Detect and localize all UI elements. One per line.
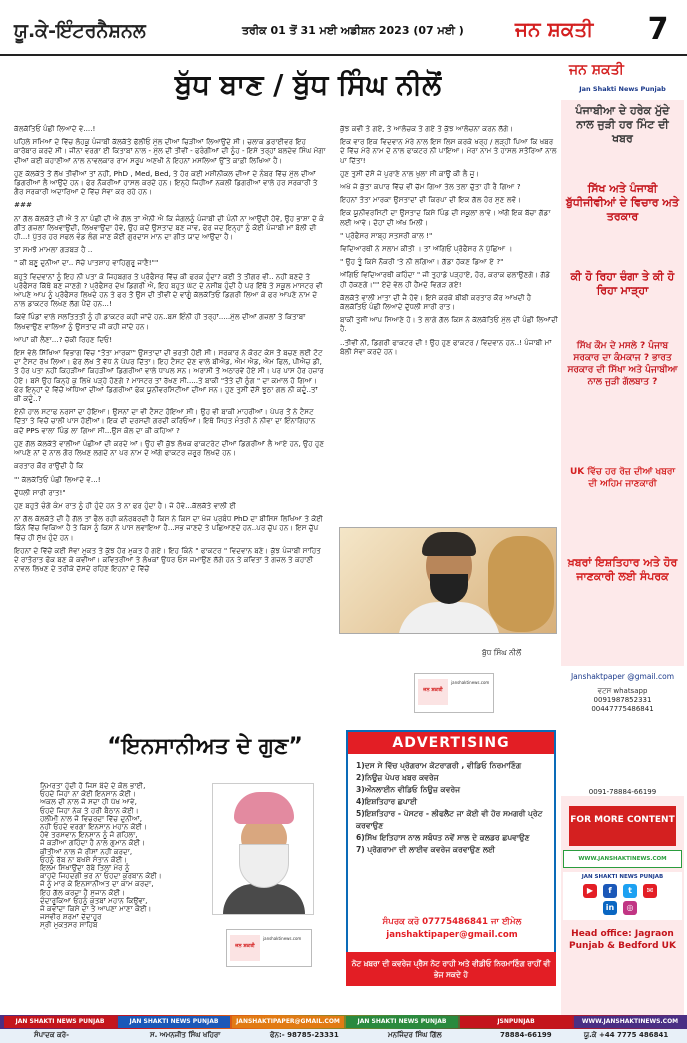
text-line: ਹੁਣ ਤੁਸੀਂ ਦੱਸੋ ਜੇ ਪੁਰਾਣੇ ਨਾਲ ਖੁਲਾ ਸੀ ਕਾਊਂ ਕੀ ਲੈ ਜੂ। [340, 168, 480, 178]
brand-logo: ਜਨ ਸ਼ਕਤੀ [515, 17, 594, 41]
sidebar [561, 58, 684, 1018]
instagram-icon[interactable]: ◎ [623, 901, 637, 915]
text-line: ਦੰਦਾਰੂਕਿਆ ਓਹਨੂੰ ਕੁਤਬਾਂ ਮਹਾਨ ਕਿਉਂਵਾ, [40, 895, 148, 905]
author-photo [339, 527, 557, 634]
text-line: 1)ਦਸ ਸੇ ਵਿੱਚ ਪ੍ਰੋਗਰਾਮ ਕੋਟਰਾਗਰੀ , ਵੀਡਿਓ ਨਿਰਮਾਣਿੰਗ [356, 761, 522, 770]
section-title: ਯੂ.ਕੇ-ਇੰਟਰਨੈਸ਼ਨਲ [14, 20, 146, 42]
text-line: ਜੋ ਨੂੰ ਮਾਰ ਕੇ ਇਨਸਾਨੀਅਤ ਦਾ ਕਾਮ ਕਰਦਾ, [40, 879, 154, 889]
text-line: ਇਹਨਾਂ ਦੇ ਵਿੱਚੋਂ ਕਈ ਸੋਵਾ ਮੁਕਤ ਤੇ ਕੁੱਝ ਹੋਰ ਮੁਕਤ ਹੋ ਗਏ। ਇਹ ਕਿੰਨੇ " ਫਾਕਟਰ " ਵਿਦਵਾਨ ਬਣੇ। ਕੁੱਝ ਪੰਜਾਬੀ ਸਾਹਿਤ ਦੇ ਰਾਤੋਰਾਤ ਫੋਕ ਬਣ ਕੇ ਕਵੀਆਂ। ਕਵਿਤਰੀਆਂ ਤੇ ਲੋਖਕਾਂ ਉਧਰ ਓਸ ਜਮਾਉਣ ਲੱਗੇ ਹਨ ਤੇ ਕਵਿਤਾ ਤੇ ਗਜ਼ਲ ਤੇ ਕਹਾਣੀ ਨਾਵਲ ਲਿਖਣ ਦੇ ਤਰੀਕੇ ਦੱਸਦੇ ਰਹਿਣ ਇਹਨਾਂ ਦੇ ਵਿੱਚੋਂ [14, 545, 321, 574]
advertising-note: ਨੋਟ ਖ਼ਬਰਾ ਦੀ ਕਵਰੇਜ ਪ੍ਰੈਸ ਨੋਟ ਰਾਹੀ ਅਤੇ ਵੀਡੀਓ ਨਿਰਮਾਣਿੰਗ ਰਾਹੀਂ ਵੀ ਭੇਜ ਸਕਦੇ ਹੋ [346, 952, 556, 986]
email-icon[interactable]: ✉ [643, 884, 657, 898]
stamp-logo: ਜਨ ਸ਼ਕਤੀ [418, 679, 448, 705]
sidebar-whatsapp-label: ਵਟਸ whatsapp [597, 687, 648, 695]
sidebar-whatsapp-1: 0091987852331 [593, 696, 652, 704]
text-line: 3)ਔਨਲਾਈਨ ਵੀਡਿਓ ਨਿਊਜ਼ ਕਵਰੇਜ [356, 785, 461, 794]
text-line: ਸ੍ਰੀ ਮੁਕਤਸਰ ਸਾਹਿਬ [40, 920, 98, 930]
head-office: Head office: Jagraon Punjab & Bedford UK [569, 929, 676, 951]
text-line: ਅੱਗਿਓਂ ਵਿਦਿਆਰਥੀ ਕਹਿੰਦਾ " ਜੀ ਤੁਹਾਡੇ ਪੜ੍ਹਾਏ, ਹੋਰ, ਕਰਾਕ ਫਲਾਉਣਗੇ। ਗੱਡੇ ਹੀ ਹੱਕਣਗੇ।"" ਏਦੇ ਵੇਲ ਹੀ ਹੈਂਮਦੇ ਵਿਗੜ ਗਏ! [340, 270, 551, 289]
advertising-contact: ਸੰਪਰਕ ਕਰੋ 07775486841 ਜਾ ਈਮੇਲ janshaktipaper@gmail.com [382, 917, 522, 940]
poem-body [40, 782, 222, 988]
poem-title: “ਇਨਸਾਨੀਅਤ ਦੇ ਗੁਣ” [107, 734, 303, 759]
text-line: ਓਹਨੂੰ ਰੱਬ ਨਾ ਬਖਸ਼ੇ ਸੰਤਾਨ ਕੋਈ। [40, 854, 128, 864]
text-line: ਆਪਾਂ ਕੀ ਲੈਣਾ...? ਚੱਕੀ ਰਿਹਣ ਦਿਓ! [14, 334, 113, 344]
footer-phone-1: ਫੋਨ:- 98785-23331 [270, 1031, 339, 1039]
text-line: " ਉਹ ਤੂੰ ਕਿਸੇ ਨੌਕਰੀ 'ਤੇ ਨੀ ਲਗਿਆ। ਗੱਡਾ ਹੱਕਣ ਡਿਆ ਏ ?" [340, 257, 504, 267]
sidebar-block-3: ਕੀ ਹੋ ਰਿਹਾ ਚੰਗਾ ਤੇ ਕੀ ਹੋ ਰਿਹਾ ਮਾੜ੍ਹਾ [570, 270, 675, 297]
stamp-text: janshaktinews.com [263, 936, 302, 941]
text-line: ਹੋਵੇ ਤਰਸਵਾਨ ਇਨਸਾਨ ਨੂੰ ਜੋ ਗਹਿਲਾ, [40, 830, 138, 840]
text-line: ਕੀਤੀਆਂ ਨਾਲ ਜੋ ਰੀਸਾਂ ਨਹੀਂ ਕਰਦਾ, [40, 846, 133, 856]
text-line: ਹੁਣ ਕੱਲਕੱਤੇ ਤੋਂ ਲੱਖ ਤੀਵੀਆਂ ਤਾਂ ਨਹੀਂ, PhD , Med, Bed, ਤੇ ਹੋਰ ਕਈ ਮਸ਼ੀਨੀਕਲ ਦੀਆਂ ਦੇ ਨੰਬਰ ਵਿੱਚ ਮੁੱਲ ਦੀਆਂ ਡਿਗਰੀਆਂ ਲੈ ਆਉਂਦੇ ਹਨ। ਫੇਰ ਨੌਕਰੀਆਂ ਹਾਸਲ ਕਰਦੇ ਹਨ। ਇਨ੍ਹੇ ਜਿਹੀਆਂ ਨਕਲੀ ਡਿਗਰੀਆਂ ਵਾਲੇ ਹਰ ਸਰਕਾਰੀ ਤੇ ਗੈਰ ਸਰਕਾਰੀ ਅਦਾਰਿਆਂ ਦੇ ਵਿੱਚ ਸੇਵਾ ਕਰ ਰਹੇ ਹਨ। [14, 168, 318, 197]
article-column-2 [340, 124, 558, 524]
stamp-text: janshaktinews.com [451, 680, 490, 685]
text-line: ਕੁੱਝ ਕਵੀ ਤੇ ਗਏ, ਤੇ ਆਲੋਚਕ ਤੇ ਗਏ ਤੇ ਕੁੱਝ ਆਲੋਚਨਾ ਕਰਨ ਲੱਗੇ। [340, 124, 514, 133]
text-line: ਏਨੀ ਹਾਲ ਸਟਾਫ ਨਰਸਾਂ ਦਾ ਹੋਇਆ। ਉਸਨਾਂ ਦਾ ਵੀ ਟੈਸਟ ਹੋਇਆ ਸੀ। ਉਹ ਵੀ ਬਾਕੀ ਮਾਹਰੀਆਂ। ਪੇਪਰ ਤੋਂ ਨੇ ਟੈਸਟ ਦਿੱਤਾ ਤੇ ਵਿਚੋਂ ਚਾਲੀ ਪਾਸ ਹੋਈਆਂ। ਇਕ ਦੀ ਦਰਸਦੀ ਗਰਦੀ ਕਰਿਓਆਂ। ਇਥੇ ਸਿਹਤ ਮੰਤਰੀ ਨੇ ਨੀਵਾ ਦਾ ਇੰਨਾਗਿਹਾਨ ਕਦੋਂ PPS ਵਾਲਾ ਪਿੰਡ ਲਾ ਗਿਆ ਸੀ...ਉਸ ਕੋਲ ਦਾ ਕੀ ਕਹਿਆ ? [14, 407, 316, 435]
page-number: 7 [647, 12, 669, 47]
text-line: ਹਲੀਮੀ ਨਾਲ ਜੋ ਵਿਚਰਦਾ ਵਿੱਚ ਦੁਨੀਆਂ, [40, 813, 142, 823]
edition-date: ਤਰੀਕ 01 ਤੋਂ 31 ਮਈ ਅਡੀਸ਼ਨ 2023 (07 ਮਈ ) [242, 24, 464, 37]
social-follow [563, 872, 682, 920]
poet-photo [212, 783, 314, 915]
text-line: " ਪ੍ਰੋਫੈਸਰ ਸਾਬ੍ਹ ਸਤਸਰੀ ਕਾਲ !" [340, 230, 433, 240]
text-line: ਇਕ ਵਾਰ ਇਕ ਵਿਦਵਾਨ ਮੇਰੇ ਨਾਲ ਇਸ ਲਿਸ ਕਰਕੇ ਖਰ੍ਹ / ਲੜ੍ਹੀ ਪਿਆ ਕਿ ਖਬਰ ਦੇ ਵਿੱਚ ਮੇਰੇ ਨਾਮ ਦੇ ਨਾਲ ਫਾਕਟਰ ਨੀ ਪਾਇਆ। ਮੇਰਾ ਨਾਮ ਤੇ ਹਾਸਲ ਸਤੋਰਿਆਂ ਨਾਲ ਪਾ ਦਿੱਤਾ! [340, 137, 557, 165]
page-footer [0, 1015, 687, 1043]
text-line: ਅਖੇ ਜੇ ਕੁੱਤਾ ਕਪਾਰ ਵਿੱਚ ਵੀ ਚੱਮ ਗਿਆ ਤੇਲ ਤਲਾ ਚੁੱਤਾ ਹੀ ਰੈ ਗਿਆ ? [340, 182, 521, 192]
text-line: 4)ਇਸ਼ਤਿਹਾਰ ਛਪਾਈ [356, 797, 417, 806]
text-line: ਨਿਮਰਤਾ ਹੁੰਦੀ ਹੈ ਜਿਸ ਬੰਦੇ ਦੇ ਕੋਲ ਭਾਈ, [40, 782, 146, 790]
footer-phone-2: 78884-66199 [500, 1031, 552, 1039]
page-header [0, 0, 687, 56]
text-line: ਜੋ ਕਵਾਂਦਾ ਕਿਸੇ ਦਾ ਤੇ ਆਪਣਾ ਮਾਣਾ ਕੋਈ। [40, 904, 152, 914]
footer-editor-label: ਸੰਪਾਦਕ ਕਰੇ- [34, 1031, 70, 1039]
newspaper-stamp-2 [226, 929, 312, 967]
footer-tag[interactable]: JSNPUNJAB [460, 1016, 572, 1028]
text-line: ਨਹੀਂ ਓਹਦੇ ਵਰਗਾ ਇਨਸਾਨ ਮਹਾਨ ਕੋਈ। [40, 822, 148, 832]
footer-tag[interactable]: JAN SHAKTI NEWS PUNJAB [4, 1016, 116, 1028]
text-line: ਕੱਲਕੱਤੇ ਵਾਲੀ ਮਾਤਾ ਦੀ ਜੈ ਹੋਵੇ। ਇਸੇ ਕਰਕੇ ਬੀਬੀ ਕਰਤਾਰ ਕੌਰ ਆਖਦੀ ਹੈ ਕੱਲਕੱਤਿਓਂ ਪੰਛੀ ਲਿਆਦੇ ਦੁੱਧਲੀ ਸਾਰੀ ਰਾਤ। [340, 292, 532, 312]
text-line: ਕਰਤਾਰ ਕੌਰ ਰਾਉਂਦੀ ਹੈ ਕਿ [14, 461, 84, 471]
newspaper-stamp [414, 673, 494, 713]
sidebar-block-1: ਪੰਜਾਬੀਆ ਦੇ ਹਰੇਕ ਮੁੱਦੇ ਨਾਲ ਜੁੜੀ ਹਰ ਮਿੰਟ ਦੀ ਖਬਰ [575, 104, 670, 145]
text-line: 5)ਇਸ਼ਤਿਹਾਰ - ਪੋਸਟਰ - ਲੀਫਲੈਟ ਜਾ ਕੋਈ ਵੀ ਹੋਰ ਸਮਗਰੀ ਪ੍ਰੇਟ ਕਰਵਾਉਣ [356, 809, 543, 830]
advertising-box [346, 730, 556, 986]
more-content-badge: FOR MORE CONTENT [569, 806, 676, 846]
text-line: ਓਹਦੇ ਜਿਹਾ ਨੇਕ ਤੇ ਹਰੀ ਬੈਠਾਨ ਕੋਈ। [40, 805, 139, 815]
text-line: ਪਹਿਲੇ ਸਮਿਆਂ ਦੇ ਵਿੱਚ ਲੋਹਕੂ ਪੰਜਾਬੀ ਕੱਲਕੱਤੇ ਫੱਲੀਓ ਮੁੱਲ ਦੀਆਂ ਚਿੜੀਆਂ ਲਿਆਉਂਦੇ ਸੀ। ਚਲਾਕ ਡਰਾਈਵਰ ਇਹ ਕਾਰੋਬਾਰ ਕਰਦੇ ਸੀ। ਜੀਨਾ ਵਰਗਾ ਈ ਕਿਤਾਬਾਂ ਨਾਲ - ਮੁੱਲ ਦੀ ਤੀਵੀਂ - ਫਰੰਗੀਆਂ ਦੀ ਨੂੰਹ - ਇਸੇ ਤਰ੍ਹਾਂ ਬਲਦੇਵ ਸਿੰਘ ਮੋਗਾ ਦੀਆਂ ਕਈ ਕਹਾਣੀਆਂ ਨਾਲ ਨਾਵਲਕਾਰ ਰਾਮ ਸਰੂਪ ਅਣਖੀ ਨੇ ਇਹਨਾਂ ਮਸਲਿਆਂ ਉੱਤੇ ਕਾਫ਼ੀ ਲਿਖਿਆ ਹੈ। [14, 137, 326, 165]
facebook-icon[interactable]: f [603, 884, 617, 898]
sidebar-whatsapp-2: 00447775486841 [591, 705, 654, 713]
follow-title: JAN SHAKTI NEWS PUNJAB [581, 874, 664, 880]
text-line: ਇਸ ਵੇਲੇ ਸਿੱਖਿਆ ਵਿਭਾਗ ਵਿੱਚ "ਤੋਤਾ ਮਾਰਕਾ" ਉਸਤਾਦਾਂ ਦੀ ਭਰਤੀ ਹੋਈ ਸੀ। ਸਰਕਾਰ ਨੇ ਕੋਰਟ ਕੇਸ ਤੋਂ ਬਚਣ ਲਈ ਟੋਟ ਦਾ ਟੈਸਟ ਰੱਖ ਲਿਆ। ਫੇਰ ਲੱਖ ਤੋਂ ਵੱਧ ਨੇ ਪੇਪਰ ਦਿੱਤਾ। ਇਹ ਟੈਸਟ ਦੇਣ ਵਾਲੇ ਬੀਐਡ, ਐਮ ਐਡ, ਐਮ ਫਿਲ, ਪੀਐਚ ਡੀ, ਤੇ ਹੋਰ ਪਤਾ ਨਹੀਂ ਕਿਹੜੀਆਂ ਕਿਹੜੀਆਂ ਡਿਗਰੀਆਂ ਵਾਲੇ ਧਾਪਲ ਸਨ। ਅਰਾਸੀ ਤੋਂ ਅਠਾਰਵੇਂ ਹੋਏ ਸੀ। ਪਰ ਪਾਸ ਹੋਰ ਹਜ਼ਾਰ ਹੋਏ। ਬਸੇ ਉਹ ਕਿਨ੍ਹੇ ਕੁ ਲਿਖੇ ਪੜ੍ਹੇ ਹੋਣਗੇ ? ਮਾਸਟਰ ਤਾਂ ਰੱਖਣ ਸੀ.....ਤੇ ਬਾਕੀ "ਤੋਤੇ ਦੀ ਠੁੰਗ " ਦਾ ਕਮਾਲ ਹੋ ਗਿਆ। ਫੇਰ ਇਨ੍ਹਾਂ ਦੇ ਵਿੱਚੋਂ ਅੱਧਿਆਂ ਦੀਆਂ ਡਿਗਰੀਆਂ ਫੇਕ ਯੂਨੀਵਰਸਿਟੀਆਂ ਦੀਆਂ ਸਨ। ਹੁਣ ਤੁਸੀਂ ਦੱਸੋ ਝੂਠਾ ਗਲ ਨੀ ਕਦੂੰ..ਤਾਂ ਕੀ ਕਦੂੰ..? [14, 348, 324, 404]
article-column-1 [14, 124, 326, 644]
footer-phone-uk: ਯੂ.ਕੇ +44 7775 486841 [584, 1031, 669, 1039]
text-line: ਕਾਹਦੇ ਜਿਹਦਗੀ ਭਰ ਨਾ ਓਹਦਾ ਕੁਰਬਾਨ ਕੋਈ। [40, 871, 162, 881]
text-line: ਨਾ ਗੱਲ ਕੱਲਕੱਤੇ ਦੀ ਹੈ ਗੱਲ ਤਾਂ ਫੈਲ ਰਹੀ ਕਨੇਰਬਰਦੀ ਹੈ ਕਿਸ ਨੇ ਕਿਸ ਦਾ ਖੇਜ ਪ੍ਰਬੰਧ PhD ਦਾ ਬੀਸਿਸ ਲਿਖਿਆ ਤੇ ਕੋਈ ਕਿੰਨੇ ਵਿੱਚ ਵਿਕਿਆ ਹੈ ਤੇ ਕਿਸ ਨੂੰ ਕਿਸ ਨੇ ਪਾਸ ਲਵਾਇਆ ਹੈ...ਸਭ ਜਾਣਦੇ ਤੇ ਪਛਿਆਣਦੇ ਹਨ..ਪਰ ਚੁੱਪ ਹਨ। ਇਸ ਚੁੱਪ ਵਿੱਚ ਹੀ ਸੁੱਖ ਹੁੰਦੇ ਹਨ। [14, 514, 323, 542]
text-line: ਕੱਲਕੱਤਿਓਂ ਪੰਛੀ ਲਿਆਦੇ ਵੇ....! [14, 124, 96, 133]
footer-tag[interactable]: JAN SHAKTI NEWS PUNJAB [118, 1016, 230, 1028]
text-line: ਜੋ ਕੜੀਆ ਗਹਿੰਦਾ ਹੈ ਨਾਲ ਗੁਮਾਨ ਕੋਈ। [40, 838, 146, 848]
text-line: ਨਾ ਗੱਲ ਕੱਲਕੱਤੇ ਦੀ ਐ ਤੇ ਨਾ ਪੰਛੀ ਦੀ ਐ ਗੱਲ ਤਾਂ ਐਨੀ ਐ ਕਿ ਜੰਗਲਨੂੰ ਪੰਜਾਬੀ ਦੀ ਪੰਨੀ ਨਾ ਆਉਂਦੀ ਹੋਵੇ, ਉਹ ਭਾਸ਼ਾ ਦੇ ਕੰ ਗੀਤ ਗਜ਼ਲਾਂ ਲਿਖਵਾਉਂਦੀ, ਲਿਖਵਾਉਂਦਾ ਹੋਵੇ, ਉਹ ਕਦੋਂ ਉਸਤਾਦ ਬਣ ਜਾਵ, ਫੇਰ ਜਦ ਇਨ੍ਹਾਂ ਨੂੰ ਕੋਈ ਪੰਜਾਬੀ ਮਾਂ ਬੋਲੀ ਦੀ ਹੀ...! ਪੁੱਤਰ ਹਰ ਸਫਲ ਵੰਡ ਲੰਗ ਜਾਣ ਕੋਈ ਗੁਰਦਾਸ ਮਾਨ ਦਾ ਗੀਤ ਯਾਦ ਆਉਂਦਾ ਹੈ। [14, 213, 325, 242]
footer-tag[interactable]: JANSHAKTIPAPER@GMAIL.COM [232, 1016, 344, 1028]
text-line: ਬਹੁਤੇ ਵਿਦਵਾਨਾਂ ਨੂੰ ਇਹ ਨੀ ਪਤਾ ਕੇ ਜਿਹਬਗਰ ਤੇ ਪ੍ਰੋਫੈਸਰ ਵਿੱਚ ਕੀ ਫਰਕ ਹੁੰਦਾ? ਕਈ ਤੇ ਤੀਗਰ ਵੀ.. ਨਹੀਂ ਬਣਦੇ ਤੇ ਪ੍ਰੋਫੈਸਰ ਕਿੱਥੇ ਬਣ ਜਾਣਗੇ ? ਪ੍ਰੋਫੈਸਰ ਦੇਖ ਡਿਗਰੀ ਐ, ਇਹ ਬਹੁਤ ਘੱਟ ਦੇ ਨਸੀਬ ਹੁੰਦੀ ਹੈ ਪਰ ਇੱਥੇ ਤੇ ਸਕੂਲ ਮਾਸਟਰ ਵੀ ਆਪਣੇ ਆਪ ਨੂੰ ਪ੍ਰੋਫੈਸਰ ਲਿਖਦੇ ਹਨ ਤੇ ਫਰ ਤੋਂ ਉਸ ਦੀ ਤੀਵੀਂ ਦੇ ਵਾਂਗੂੰ ਕੱਲਕੱਤਿਓਂ ਡਿਗਰੀ ਲਿਆ ਕੇ ਫਰ ਆਪਣੇ ਨਾਮ ਦੇ ਨਾਲ ਡਾਕਟਰ ਲਿਖਣ ਲੱਗ ਪੈਂਦੇ ਹਨ...! [14, 271, 323, 309]
text-line: ਜਸਵੀਰ ਸ਼ਰਮਾਂ ਦੱਦਾਹੂਰ [40, 912, 102, 922]
text-line: ਇਕ ਯੂਨੀਵਰਸਿਟੀ ਦਾ ਉਸਤਾਦ ਕਿਸੇ ਪਿੰਡ ਦੀ ਸਕੂਲਾਂ ਲਾਵੇ। ਅੱਗੋਂ ਇਕ ਬੱਚਾ ਗੱਡਾ ਲਈ ਆਵੇ। ਦੋਹਾਂ ਦੀ ਅੱਖ ਮਿਲੀ। [340, 208, 551, 227]
sidebar-block-4: ਸਿੱਖ ਕੌਮ ਦੇ ਮਸਲੇ ? ਪੰਜਾਬ ਸਰਕਾਰ ਦਾ ਕੰਮਕਾਜ ? ਭਾਰਤ ਸਰਕਾਰ ਦੀ ਸਿੱਖਾ ਅਤੇ ਪੰਜਾਬੀਆ ਨਾਲ ਜੁੜੀ ਗੱਲਬਾਤ ? [567, 341, 678, 387]
footer-tag[interactable]: WWW.JANSHAKTINEWS.COM [574, 1016, 686, 1028]
text-line: ਹੁਣ ਬਹੁਤੇ ਚੰਗੇ ਕੰਮ ਰਾਤ ਨੂੰ ਹੀ ਹੁੰਦੇ ਹਨ ਤੇ ਨਾ ਫਰ ਹੁੰਦਾ ਹੈ। ਜੇ ਹੋਵੇ...ਕੱਲਕੱਤੇ ਵਾਲੀ ਈ [14, 500, 237, 510]
twitter-icon[interactable]: t [623, 884, 637, 898]
text-line: ਇਹ ਗੱਲ ਕਰਦਾ ਹੈ ਸੁਜਾਨ ਕੋਈ। [40, 887, 125, 897]
text-line: ਦੁੱਧਲੀ ਸਾਰੀ ਰਾਤ!" [14, 487, 66, 497]
footer-tags [0, 1016, 687, 1028]
article-title: ਬੁੱਧ ਬਾਣ / ਬੁੱਧ ਸਿੰਘ ਨੀਲੋਂ [174, 68, 442, 101]
text-line: ਇਹਨਾਂ ਤੋਤਾ ਮਾਰਕਾ ਉਸਤਾਦਾਂ ਦੀ ਕਿਰਪਾ ਦੀ ਇਕ ਗੱਲ ਹੋਰ ਸੁਣ ਲਵੋ। [340, 195, 521, 205]
text-line: ..ਤੀਵੀਂ ਨੀ, ਡਿਗਰੀ ਫਾਕਟਰ ਦੀ ! ਉਹ ਹੁਣ ਫਾਕਟਰ / ਵਿਦਵਾਨ ਹਨ..! ਪੰਜਾਬੀ ਮਾਂ ਬੋਲੀ ਸੇਵਾ ਕਰਦੇ ਹਨ। [340, 337, 552, 356]
sidebar-block-5: UK ਵਿੱਚ ਹਰ ਰੋਜ਼ ਦੀਆਂ ਖਬਰਾ ਦੀ ਅਹਿਮ ਜਾਣਕਾਰੀ [569, 467, 676, 489]
text-line: ਇਲਮ ਸਿਖਾਉਂਦਾ ਰੱਬੇ ਤਿਲਾਂ ਮੇਰ ਨੂੰ [40, 863, 130, 873]
footer-tag[interactable]: JAN SHAKTI NEWS PUNJAB [346, 1016, 458, 1028]
text-line: 6)ਸਿੱਖ ਇਤਿਹਾਸ ਨਾਲ ਸਬੰਧਤ ਨਵੇਂ ਸਾਲ ਦੇ ਕਲਡਰ ਛਪਵਾਉਣ [356, 833, 530, 842]
sidebar-phone: 0091-78884-66199 [588, 788, 657, 796]
sidebar-contact [561, 666, 684, 796]
text-line: ਅਕਲ ਦੀ ਨਾਲ ਜੋ ਸਦਾ ਹੀ ਪੱਖ ਆਵੇ, [40, 797, 137, 807]
advertising-title: ADVERTISING [348, 732, 554, 754]
text-line: ਓਹਦੇ ਜਿਹਾ ਨਾ ਕੋਈ ਇਨਸਾਨ ਕੋਈ। [40, 789, 136, 799]
text-line: ਬਾਕੀ ਤੁਸੀਂ ਆਪ ਸਿਆਣੇ ਹੋ। ਤੇ ਲਾਗੇ ਗੱਲ ਕਿਸ ਨੇ ਕੱਲਕੱਤਿਓਂ ਮੁੱਲ ਦੀ ਪੰਛੀ ਲਿਆਂਦੀ ਹੈ. [340, 315, 558, 334]
sidebar-email[interactable]: Janshaktpaper @gmail.com [570, 672, 675, 681]
footer-second-name: ਮਨਜਿੰਦਰ ਸਿੰਘ ਗਿੱਲ [388, 1031, 442, 1039]
sidebar-logo [561, 58, 684, 100]
text-line: ਕਿਵੇਂ ਪਿੰਡਾਂ ਵਾਲੇ ਸਲਤਿਤਤੀ ਨੂੰ ਹੀ ਡਾਕਟਰ ਕਹੀ ਜਾਂਦੇ ਹਨ..ਬਸ ਇੰਨੀ ਹੀ ਤਰ੍ਹਾਂ.....ਮੁੱਲ ਦੀਆਂ ਗਜ਼ਲਾਂ ਤੇ ਕਿਤਾਬਾਂ ਲਿਖਵਾਉਣ ਵਾਲਿਆਂ ਨੂੰ ਉਸਤਾਦ ਜੀ ਕਹੀ ਜਾਂਦੇ ਹਨ। [14, 312, 306, 331]
youtube-icon[interactable]: ▶ [583, 884, 597, 898]
linkedin-icon[interactable]: in [603, 901, 617, 915]
sidebar-block-6: ਖ਼ਬਰਾਂ ਇਸ਼ਤਿਹਾਰ ਅਤੇ ਹੋਰ ਜਾਣਕਾਰੀ ਲਈ ਸੰਪਰਕ [567, 556, 678, 583]
text-line: 2)ਨਿਊਜ਼ ਪੇਪਰ ਖ਼ਬਰ ਕਵਰੇਜ [356, 773, 439, 782]
text-line: ਹੁਣ ਗੱਲ ਕੱਲਕੱਤੇ ਵਾਲੀਆਂ ਪੰਛੀਆਂ ਦੀ ਕਰਦੇ ਆਂ। ਉਹ ਵੀ ਕੁੱਝ ਲੋਖਕ ਫਾਕਟਰੇਟ ਦੀਆਂ ਡਿਗਰੀਆਂ ਲੈ ਆਏ ਹਨ, ਉਹ ਹੁਣ ਆਪਣੇ ਨਾਂ ਦੇ ਨਾਲ ਗੋਰ ਲਿਖਣ ਲਗਦੇ ਨਾ ਪਰ ਨਾਮ ਦੇ ਅੱਗੇ ਫਾਕਟਰ ਜ਼ਰੂਰ ਲਿਖਦੇ ਹਨ। [14, 438, 325, 458]
advertising-list [348, 754, 554, 862]
byline: ਬੁੱਧ ਸਿੰਘ ਨੀਲੋਂ [482, 648, 522, 657]
text-line: "' ਕੱਲਕੱਤਿਓਂ ਪੰਛੀ ਲਿਆਦੇ ਵੇ...! [14, 474, 101, 484]
sidebar-block-2: ਸਿੱਖ ਅਤੇ ਪੰਜਾਬੀ ਬੁੱਧੀਜੀਵੀਆਂ ਦੇ ਵਿਚਾਰ ਅਤੇ ਤਰਕਾਰ [566, 182, 679, 223]
sidebar-logo-text: ਜਨ ਸ਼ਕਤੀ [569, 62, 624, 78]
lion-image [488, 536, 554, 632]
stamp-logo: ਜਨ ਸ਼ਕਤੀ [230, 935, 260, 961]
text-line: ਤਾਂ ਸਮਝੋ ਮਾਮਲਾ ਗੜਬੜ ਹੈ .. [14, 245, 93, 255]
text-line: " ਕੀ ਬਣੂ ਦੁਨੀਆਂ ਦਾ.. ਸੱਚੇ ਪਾਤਸ਼ਾਹ ਵਾਹਿਗੁਰੂ ਜਾਣੈ!"" [14, 258, 159, 268]
sidebar-logo-en: Jan Shakti News Punjab [579, 85, 666, 93]
text-line: ### [14, 200, 33, 210]
text-line: 7) ਪ੍ਰੋਗਰਾਮਾ ਦੀ ਲਾਈਵ ਕਵਰੇਜ ਕਰਵਾਉਣ ਲਈ [356, 845, 495, 854]
website-link[interactable]: WWW.JANSHAKTINEWS.COM [563, 850, 682, 868]
text-line: ਵਿਦਿਆਰਥੀ ਨੇ ਸਲਾਮ ਕੀਤੀ । ਤਾਂ ਅੱਗਿਓਂ ਪ੍ਰੋਫੈਸਰ ਨੇ ਪੁੱਛਿਆ । [340, 244, 513, 254]
footer-editor-name: ਸ. ਅਮਨਜੀਤ ਸਿੰਘ ਖਹਿਰਾ [150, 1031, 221, 1039]
